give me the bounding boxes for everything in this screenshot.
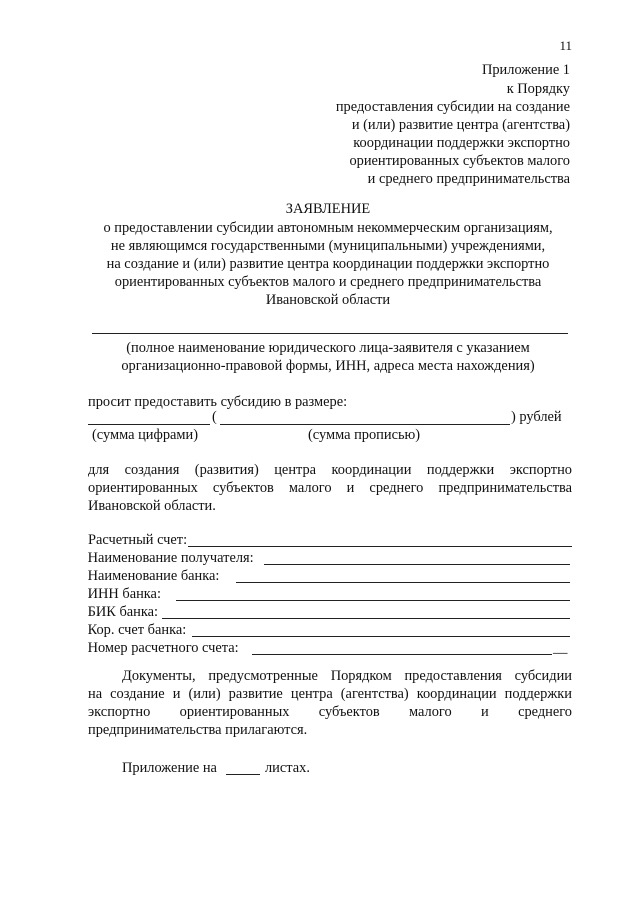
attachment-prefix: Приложение на bbox=[122, 760, 217, 776]
bank-field-input[interactable] bbox=[176, 600, 570, 601]
purpose-line: ориентированных субъектов малого и среднего предпринимательства bbox=[88, 480, 572, 496]
bank-field-input[interactable] bbox=[264, 564, 570, 565]
subtitle-line: не являющимся государственными (муниципальными) учреждениями, bbox=[110, 238, 546, 254]
page-number: 11 bbox=[559, 38, 572, 53]
bank-field-label: Наименование получателя: bbox=[84, 550, 254, 566]
bank-field-input[interactable] bbox=[236, 582, 570, 583]
documents-line: предпринимательства прилагаются. bbox=[88, 722, 308, 738]
applicant-caption-line: организационно-правовой формы, ИНН, адреса места нахождения) bbox=[121, 358, 535, 374]
amount-digits-caption: (сумма цифрами) bbox=[92, 427, 199, 443]
bank-field-input[interactable] bbox=[252, 654, 552, 655]
subtitle-line: на создание и (или) развитие центра координации поддержки экспортно bbox=[106, 256, 550, 272]
appendix-line: ориентированных субъектов малого bbox=[349, 153, 570, 169]
purpose-line: для создания (развития) центра координации поддержки экспортно bbox=[88, 462, 572, 478]
documents-line: экспортно ориентированных субъектов малого и среднего bbox=[88, 704, 572, 720]
document-title: ЗАЯВЛЕНИЕ bbox=[285, 201, 371, 217]
documents-line: на создание и (или) развитие центра (агентства) координации поддержки bbox=[88, 686, 572, 702]
subtitle-line: о предоставлении субсидии автономным некоммерческим организациям, bbox=[103, 220, 553, 236]
amount-digits-field[interactable] bbox=[88, 424, 210, 425]
applicant-name-field[interactable] bbox=[92, 333, 568, 334]
appendix-line: предоставления субсидии на создание bbox=[335, 99, 570, 115]
request-text: просит предоставить субсидию в размере: bbox=[88, 394, 348, 410]
applicant-caption-line: (полное наименование юридического лица-заявителя с указанием bbox=[126, 340, 530, 356]
bank-field-label: ИНН банка: bbox=[84, 586, 161, 602]
amount-words-caption: (сумма прописью) bbox=[308, 427, 421, 443]
appendix-line: Приложение 1 bbox=[481, 62, 570, 78]
attachment-pages-field[interactable] bbox=[226, 774, 260, 775]
amount-words-field[interactable] bbox=[220, 424, 510, 425]
documents-line: Документы, предусмотренные Порядком предоставления субсидии bbox=[122, 668, 572, 684]
bank-field-input[interactable] bbox=[192, 636, 570, 637]
amount-open-paren: ( bbox=[212, 409, 217, 425]
bank-field-suffix: __ bbox=[553, 640, 568, 656]
appendix-line: и (или) развитие центра (агентства) bbox=[351, 117, 570, 133]
bank-field-input[interactable] bbox=[162, 618, 570, 619]
purpose-line: Ивановской области. bbox=[88, 498, 216, 514]
attachment-suffix: листах. bbox=[265, 760, 310, 776]
bank-field-label: Расчетный счет: bbox=[88, 532, 188, 548]
bank-field-input[interactable] bbox=[188, 546, 572, 547]
appendix-line: к Порядку bbox=[506, 81, 570, 97]
subtitle-line: ориентированных субъектов малого и среднего предпринимательства bbox=[114, 274, 542, 290]
appendix-line: координации поддержки экспортно bbox=[353, 135, 570, 151]
amount-close-suffix: ) рублей bbox=[511, 409, 562, 425]
bank-field-label: Наименование банка: bbox=[84, 568, 220, 584]
bank-field-label: БИК банка: bbox=[84, 604, 159, 620]
bank-field-label: Номер расчетного счета: bbox=[84, 640, 239, 656]
bank-field-label: Кор. счет банка: bbox=[84, 622, 187, 638]
subtitle-line: Ивановской области bbox=[265, 292, 391, 308]
appendix-line: и среднего предпринимательства bbox=[367, 171, 570, 187]
